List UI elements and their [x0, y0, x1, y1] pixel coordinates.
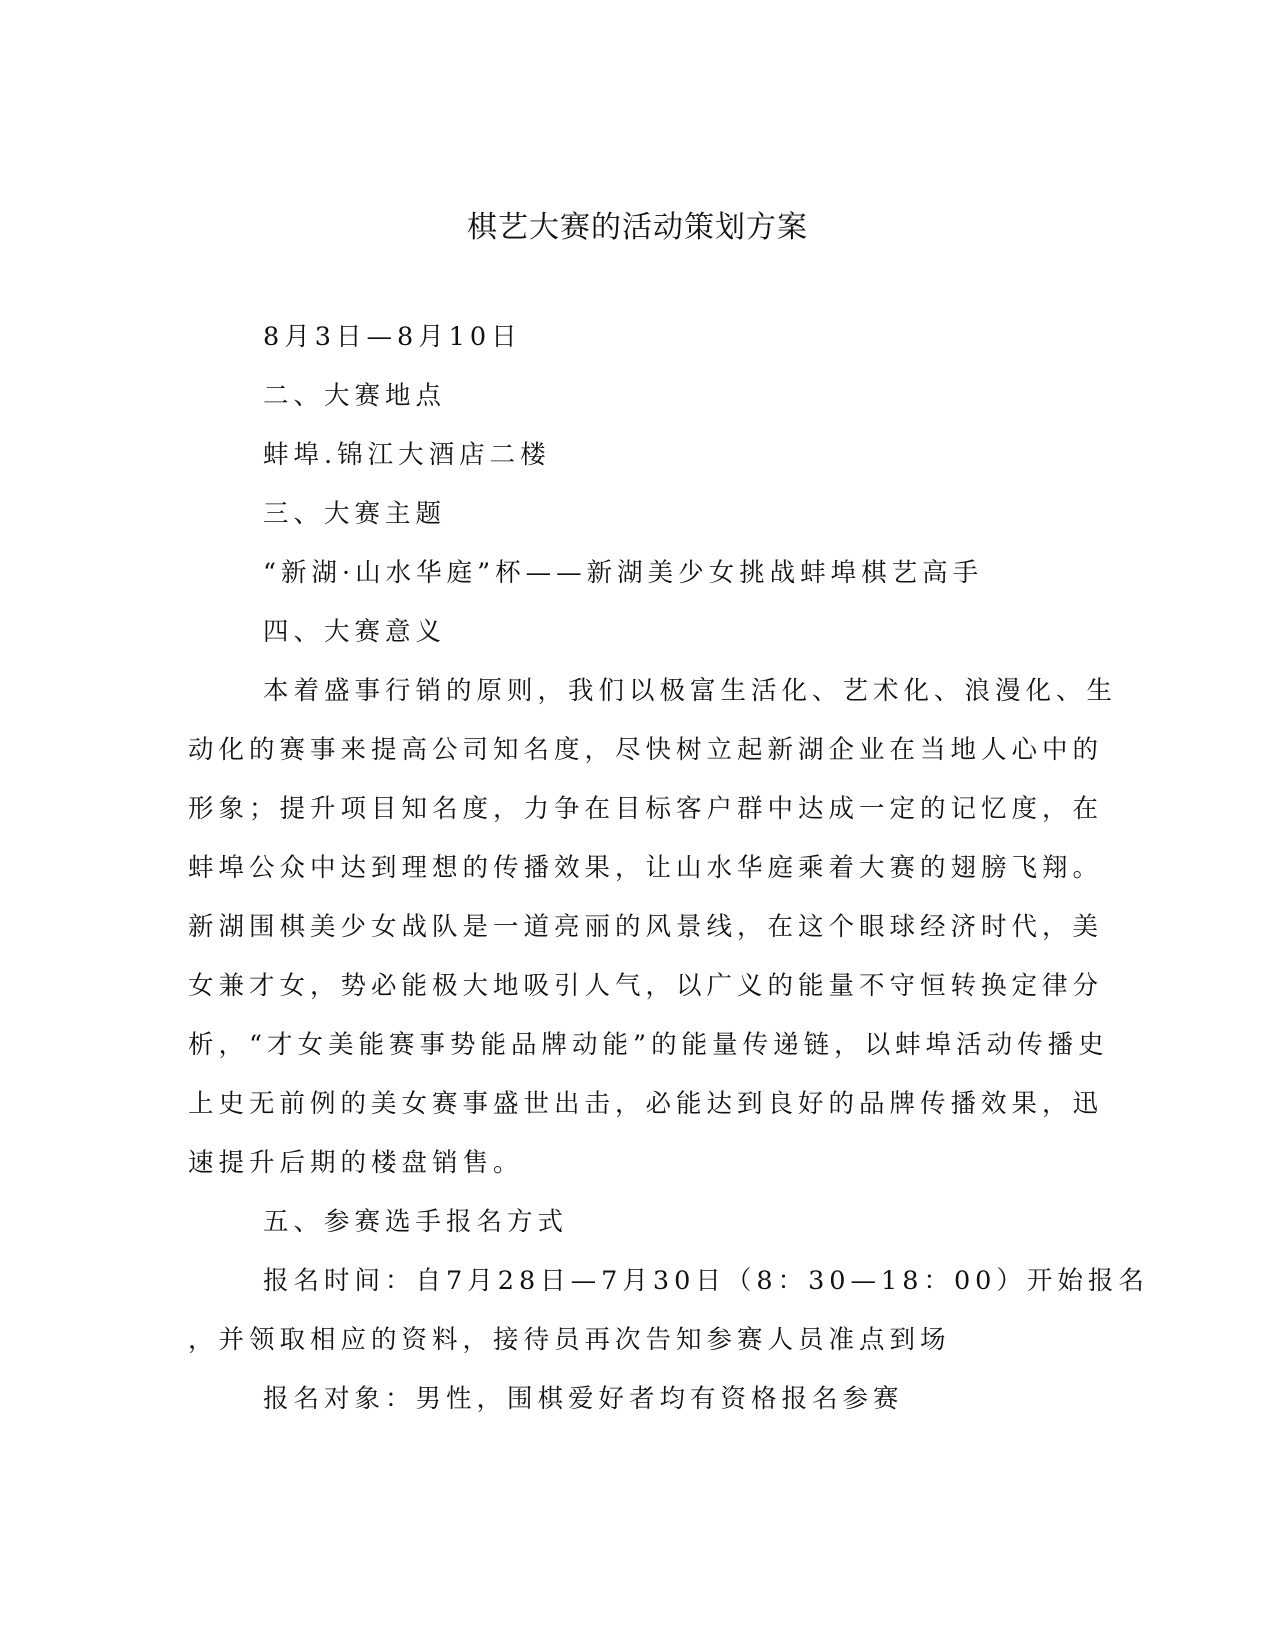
registration-time: 报名时间：自7月28日—7月30日（8：30—18：00）开始报名	[263, 1266, 1149, 1296]
section-heading-registration: 五、参赛选手报名方式	[263, 1207, 569, 1237]
paragraph-line: 蚌埠公众中达到理想的传播效果，让山水华庭乘着大赛的翅膀飞翔。	[188, 853, 1104, 883]
paragraph-line: 形象；提升项目知名度，力争在目标客户群中达成一定的记忆度，在	[188, 794, 1104, 824]
paragraph-line: 女兼才女，势必能极大地吸引人气，以广义的能量不守恒转换定律分	[188, 971, 1104, 1001]
registration-eligibility: 报名对象：男性，围棋爱好者均有资格报名参赛	[263, 1384, 904, 1414]
paragraph-line: 本着盛事行销的原则，我们以极富生活化、艺术化、浪漫化、生	[263, 676, 1118, 706]
paragraph-line: 新湖围棋美少女战队是一道亮丽的风景线，在这个眼球经济时代，美	[188, 912, 1104, 942]
registration-time-continued: ，并领取相应的资料，接待员再次告知参赛人员准点到场	[188, 1325, 951, 1355]
venue-text: 蚌埠.锦江大酒店二楼	[263, 440, 551, 470]
section-heading-venue: 二、大赛地点	[263, 381, 447, 411]
date-range: 8月3日—8月10日	[263, 322, 522, 352]
section-heading-significance: 四、大赛意义	[263, 617, 447, 647]
section-heading-theme: 三、大赛主题	[263, 499, 447, 529]
paragraph-line: 速提升后期的楼盘销售。	[188, 1148, 524, 1178]
paragraph-line: 动化的赛事来提高公司知名度，尽快树立起新湖企业在当地人心中的	[188, 735, 1104, 765]
theme-text: “新湖·山水华庭”杯——新湖美少女挑战蚌埠棋艺高手	[263, 558, 984, 588]
paragraph-line: 上史无前例的美女赛事盛世出击，必能达到良好的品牌传播效果，迅	[188, 1089, 1104, 1119]
paragraph-line: 析，“才女美能赛事势能品牌动能”的能量传递链，以蚌埠活动传播史	[188, 1030, 1109, 1060]
page-title: 棋艺大赛的活动策划方案	[467, 210, 808, 245]
